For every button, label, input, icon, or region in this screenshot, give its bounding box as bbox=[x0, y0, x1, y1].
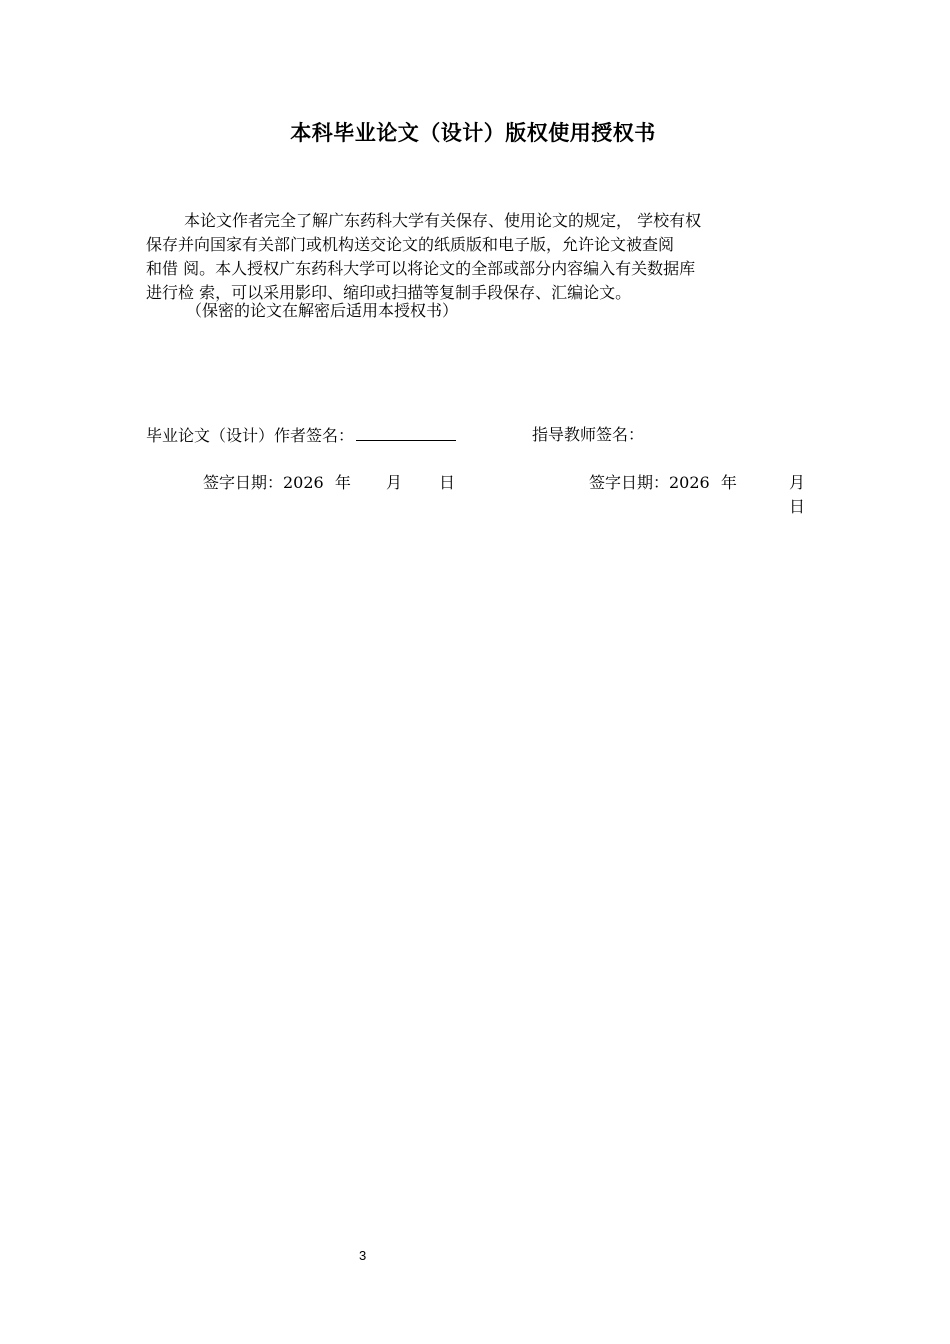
date-label: 签字日期：2026 bbox=[589, 473, 710, 492]
date-month-unit: 月 bbox=[385, 473, 402, 492]
date-label: 签字日期：2026 bbox=[203, 473, 324, 492]
date-year-unit: 年 bbox=[720, 473, 737, 492]
body-line-1: 本论文作者完全了解广东药科大学有关保存、使用论文的规定， 学校有权 bbox=[184, 211, 702, 230]
advisor-date-day: 日 bbox=[789, 497, 806, 516]
advisor-sign-date bbox=[589, 471, 737, 495]
body-line-2: 保存并向国家有关部门或机构送交论文的纸质版和电子版，允许论文被查阅 bbox=[146, 235, 675, 254]
author-signature-row bbox=[146, 423, 456, 448]
document-title: 本科毕业论文（设计）版权使用授权书 bbox=[290, 121, 656, 145]
body-line-4: 进行检 索，可以采用影印、缩印或扫描等复制手段保存、汇编论文。 bbox=[146, 283, 632, 302]
confidential-note: （保密的论文在解密后适用本授权书） bbox=[186, 301, 459, 320]
date-day-unit: 日 bbox=[439, 473, 456, 492]
page-number: 3 bbox=[359, 1248, 367, 1263]
advisor-signature-row bbox=[532, 423, 644, 447]
author-signature-label: 毕业论文（设计）作者签名： bbox=[146, 426, 355, 445]
advisor-signature-label: 指导教师签名： bbox=[532, 425, 645, 444]
author-sign-date bbox=[203, 471, 455, 495]
date-year-unit: 年 bbox=[334, 473, 351, 492]
author-signature-line[interactable] bbox=[356, 423, 456, 441]
advisor-date-month: 月 bbox=[789, 473, 806, 492]
body-line-3: 和借 阅。本人授权广东药科大学可以将论文的全部或部分内容编入有关数据库 bbox=[146, 259, 696, 278]
